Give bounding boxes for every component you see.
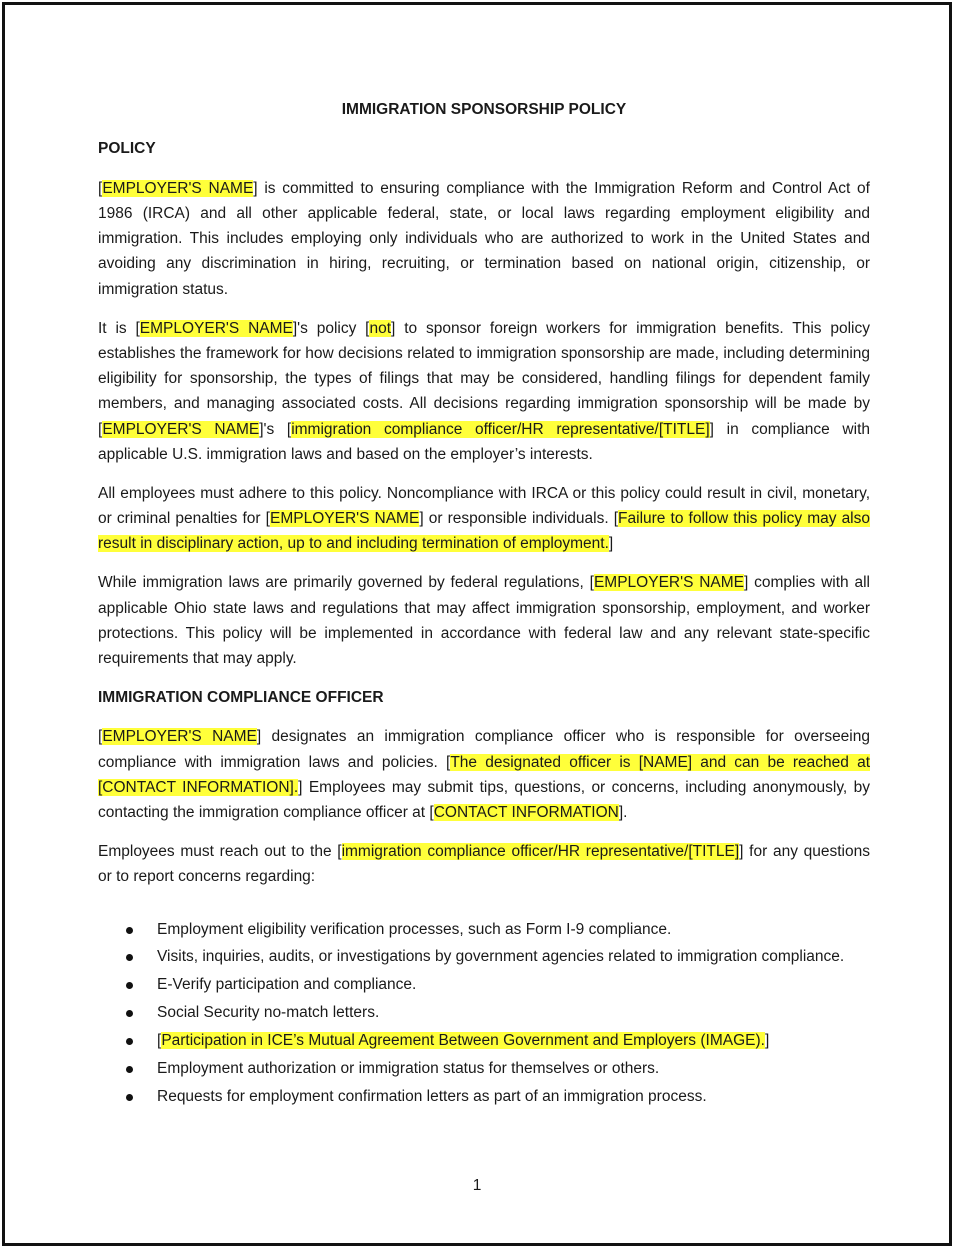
placeholder-employer-name: EMPLOYER'S NAME [102, 728, 257, 746]
section-heading-policy: POLICY [98, 140, 156, 158]
list-item [98, 1000, 870, 1025]
text-run: ] [764, 1032, 770, 1050]
paragraph-officer-designation [98, 724, 870, 825]
text-run: Employees must reach out to the [ [98, 842, 342, 860]
document-title: IMMIGRATION SPONSORSHIP POLICY [341, 101, 627, 118]
placeholder-employer-name: EMPLOYER'S NAME [102, 179, 254, 197]
placeholder-contact-information: CONTACT INFORMATION [433, 804, 619, 822]
list-item-text: Employment eligibility verification processes, such as Form I-9 compliance. [157, 920, 672, 938]
list-item [98, 1028, 870, 1053]
paragraph-sponsorship-policy [98, 316, 870, 468]
text-run: ] [608, 535, 614, 553]
list-item [98, 1084, 870, 1109]
paragraph-state-laws [98, 570, 870, 671]
placeholder-employer-name: EMPLOYER'S NAME [139, 319, 293, 337]
document-page [2, 2, 952, 1246]
list-item-text: Employment authorization or immigration status for themselves or others. [157, 1059, 660, 1077]
paragraph-adherence [98, 481, 870, 557]
placeholder-employer-name: EMPLOYER'S NAME [270, 510, 420, 528]
text-run: [ [98, 728, 103, 746]
placeholder-disciplinary-clause: Failure to follow this policy may also result in disciplinary action, up to and including termination of employment. [98, 510, 871, 553]
paragraph-reach-out [98, 839, 870, 890]
list-item-text: E-Verify participation and compliance. [157, 976, 417, 994]
placeholder-image-participation: Participation in ICE’s Mutual Agreement Between Government and Employers (IMAGE). [161, 1032, 765, 1050]
text-run: ] designates an immigration compliance officer who is responsible for overseeing compliance with immigration laws and policies. [ [98, 728, 870, 771]
text-run: It is [ [98, 319, 140, 337]
placeholder-officer-title: immigration compliance officer/HR representative/[TITLE] [341, 842, 740, 860]
list-item-text: Visits, inquiries, audits, or investigations by government agencies related to immigration compliance. [157, 948, 845, 966]
text-run: ] to sponsor foreign workers for immigration benefits. This policy establishes the framework for how decisions related to immigration sponsorship are made, including determining eligibility for sponsorship, the types of filings that may be considered, handling filings for dependent family members, and managing associated costs. All decisions regarding immigration sponsorship will be made by [ [98, 319, 870, 438]
list-item [98, 944, 870, 969]
bullet-icon [126, 1010, 133, 1017]
placeholder-not: not [369, 319, 392, 337]
bullet-icon [126, 954, 133, 961]
text-run: ]'s policy [ [292, 319, 370, 337]
paragraph-commitment [98, 176, 870, 302]
text-run: While immigration laws are primarily governed by federal regulations, [ [98, 574, 594, 592]
text-run: ] complies with all applicable Ohio state laws and regulations that may affect immigration sponsorship, employment, and worker protections. This policy will be implemented in accordance with federal law and any relevant state-specific requirements that may apply. [98, 574, 870, 668]
placeholder-officer-contact: The designated officer is [NAME] and can be reached at [CONTACT INFORMATION]. [98, 753, 870, 796]
text-run: ] or responsible individuals. [ [419, 510, 619, 528]
placeholder-employer-name: EMPLOYER'S NAME [593, 574, 744, 592]
bullet-icon [126, 1094, 133, 1101]
bullet-icon [126, 1066, 133, 1073]
bullet-icon [126, 927, 133, 934]
list-item [98, 972, 870, 997]
text-run: ] is committed to ensuring compliance with the Immigration Reform and Control Act of 1986 (IRCA) and all other applicable federal, state, or local laws regarding employment eligibility and immigration. This includes employing only individuals who are authorized to work in the United States and avoiding any discrimination in hiring, recruiting, or termination based on national origin, citizenship, or immigration status. [98, 179, 870, 298]
list-item [98, 1056, 870, 1081]
text-run: ] Employees may submit tips, questions, or concerns, including anonymously, by contacting the immigration compliance officer at [ [98, 778, 870, 822]
placeholder-employer-name: EMPLOYER'S NAME [102, 420, 260, 438]
page-number: 1 [472, 1177, 482, 1194]
concerns-bullet-list [98, 917, 870, 1110]
text-run: All employees must adhere to this policy. Noncompliance with IRCA or this policy could result in civil, monetary, or criminal penalties for [ [98, 484, 870, 528]
list-item-text: Requests for employment confirmation letters as part of an immigration process. [157, 1087, 707, 1105]
list-item [98, 917, 870, 942]
section-heading-compliance-officer: IMMIGRATION COMPLIANCE OFFICER [98, 688, 384, 706]
text-run: ]'s [ [259, 420, 292, 438]
text-run: [ [157, 1032, 162, 1050]
text-run: ] in compliance with applicable U.S. immigration laws and based on the employer’s interests. [98, 420, 870, 464]
bullet-icon [126, 1038, 133, 1045]
document-body [98, 97, 870, 1112]
text-run: [ [98, 179, 103, 197]
text-run: ] for any questions or to report concerns regarding: [98, 842, 870, 886]
list-item-text: Social Security no-match letters. [157, 1004, 380, 1022]
text-run: ]. [618, 804, 628, 822]
bullet-icon [126, 982, 133, 989]
placeholder-officer-title: immigration compliance officer/HR representative/[TITLE] [291, 420, 710, 438]
